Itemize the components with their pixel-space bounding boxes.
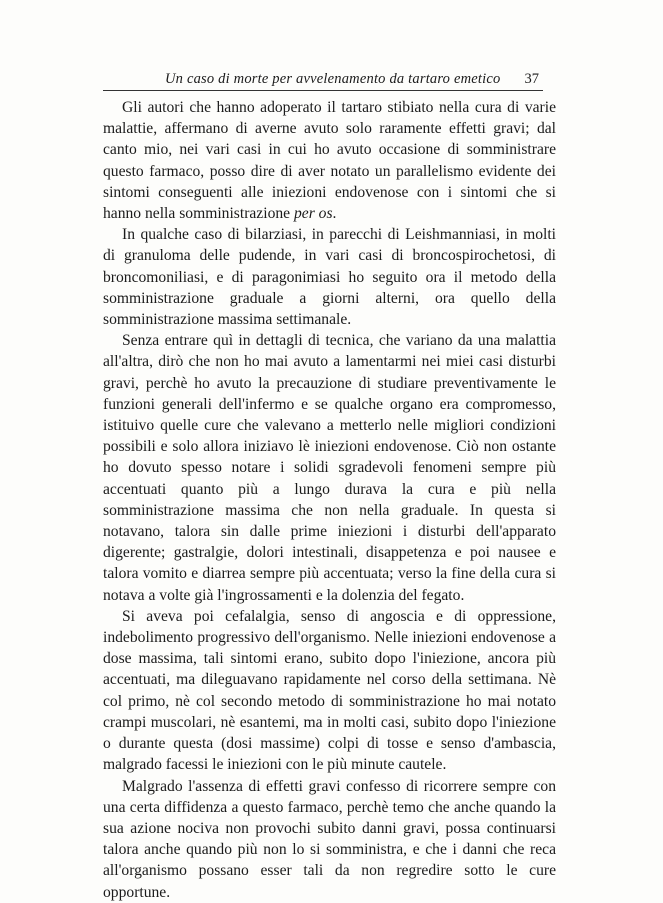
body-text: [103, 97, 556, 903]
paragraph-5: Malgrado l'assenza di effetti gravi confesso di ricorrere sempre con una certa diffidenza a questo farmaco, perchè temo che anche quando la sua azione nociva non provochi subito danni gravi, possa continuarsi talora anche quando più non lo si somministra, e che i danni che reca all'organismo possano esser tali da non regredire sotto le cure opportune.: [103, 777, 556, 901]
latin-phrase: per os: [293, 205, 333, 223]
running-title: Un caso di morte per avvelenamento da tartaro emetico: [165, 71, 501, 87]
paragraph-1-text: Gli autori che hanno adoperato il tartaro stibiato nella cura di varie malattie, affermano di averne avuto solo raramente effetti gravi; dal canto mio, nei vari casi in cui ho avuto occasione di somministrare questo farmaco, posso dire di aver notato un parallelismo evidente dei sintomi conseguenti alle iniezioni endovenose con i sintomi che si hanno nella somministrazione: [103, 99, 556, 223]
paragraph-2: In qualche caso di bilarziasi, in parecchi di Leishmanniasi, in molti di granuloma delle pudende, in vari casi di broncospirochetosi, di broncomoniliasi, e di paragonimiasi ho seguito ora il metodo della somministrazione graduale a giorni alterni, ora quello della somministrazione massima settimanale.: [103, 226, 556, 329]
paragraph-1: [103, 97, 556, 224]
paragraph-3: Senza entrare quì in dettagli di tecnica, che variano da una malattia all'altra, dirò che non ho mai avuto a lamentarmi nei miei casi disturbi gravi, perchè ho avuto la precauzione di studiare preventivamente le funzioni generali dell'infermo e se qualche organo era compromesso, istituivo quelle cure che valevano a metterlo nelle migliori condizioni possibili e solo allora iniziavo lè iniezioni endovenose. Ciò non ostante ho dovuto spesso notare i solidi sgradevoli fenomeni sempre più accentuati quanto più a lungo durava la cura e più nella somministrazione massima che non nella graduale. In questa si notavano, talora sin dalle prime iniezioni i disturbi dell'apparato digerente; gastralgie, dolori intestinali, disappetenza e poi nausee e talora vomito e diarrea sempre più accentuata; verso la fine della cura si notava a volte già l'ingrossamenti e la dolenzia del fegato.: [103, 332, 556, 604]
page-number: 37: [524, 71, 539, 87]
running-header: [103, 68, 543, 91]
paragraph-4: Si aveva poi cefalalgia, senso di angoscia e di oppressione, indebolimento progressivo dell'organismo. Nelle iniezioni endovenose a dose massima, tali sintomi erano, subito dopo l'iniezione, ancora più accentuati, ma dileguavano rapidamente nel corso della settimana. Nè col primo, nè col secondo metodo di somministrazione ho mai notato crampi muscolari, nè esantemi, ma in molti casi, subito dopo l'iniezione o durante questa (dosi massime) colpi di tosse e senso d'ambascia, malgrado facessi le iniezioni con le più minute cautele.: [103, 607, 556, 774]
paragraph-1-end: .: [332, 205, 337, 223]
